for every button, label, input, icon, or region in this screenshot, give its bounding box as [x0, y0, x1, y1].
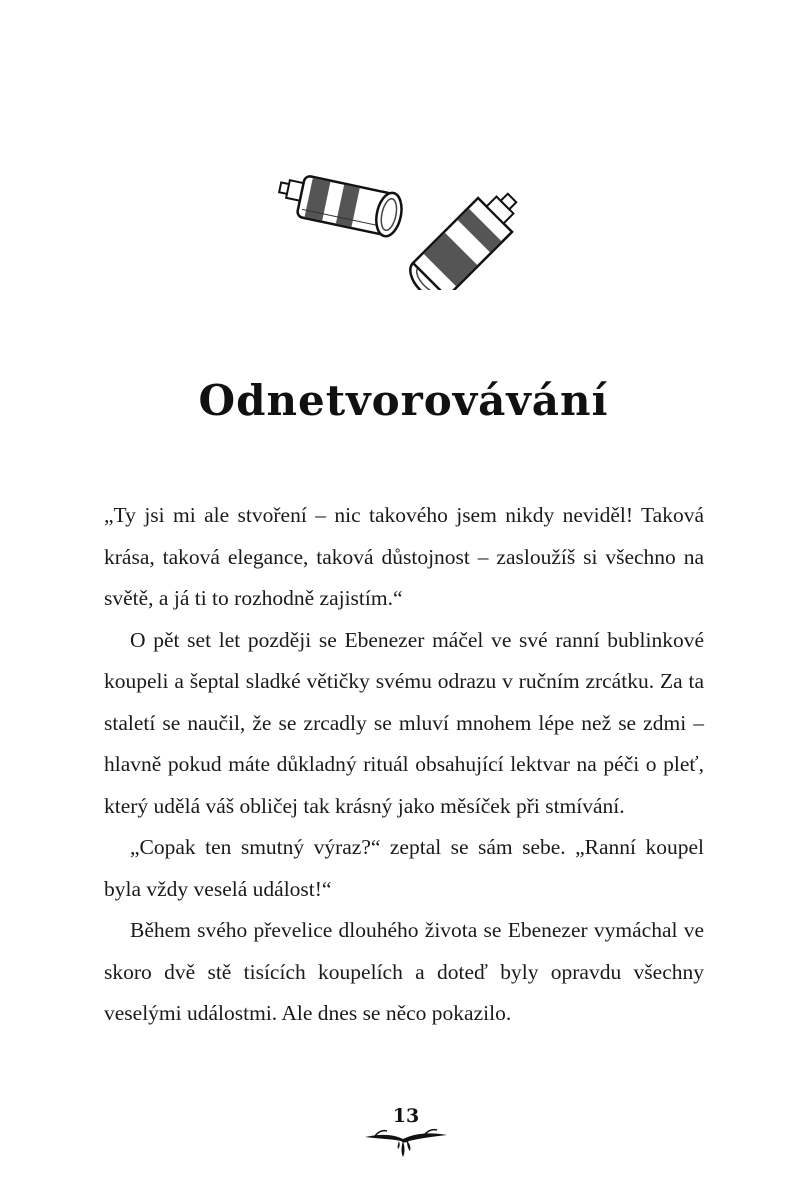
page-footer: [363, 1105, 449, 1167]
dripping-branch-icon: [363, 1127, 449, 1167]
paragraph: „Copak ten smutný výraz?“ zeptal se sám sebe. „Ranní koupel byla vždy veselá událost!“: [104, 835, 704, 901]
paragraph: Během svého převelice dlouhého života se Ebenezer vymáchal ve skoro dvě stě tisících koupelích a doteď byly opravdu všechny veselými událostmi. Ale dnes se něco pokazilo.: [104, 918, 704, 1025]
page-number: 13: [392, 1105, 420, 1127]
chapter-body: [104, 495, 704, 1035]
spray-cans-icon: [270, 150, 530, 290]
spray-cans-illustration: [270, 150, 530, 290]
paragraph: „Ty jsi mi ale stvoření – nic takového jsem nikdy neviděl! Taková krása, taková elegance, taková důstojnost – zasloužíš si všechno na světě, a já ti to rozhodně zajistím.“: [104, 503, 704, 610]
chapter-title: Odnetvorovávání: [198, 376, 609, 426]
paragraph: O pět set let později se Ebenezer máčel ve své ranní bublinkové koupeli a šeptal sladké větičky svému odrazu v ručním zrcátku. Za ta staletí se naučil, že se zrcadly se mluví mnohem lépe než se zdmi – hlavně pokud máte důkladný rituál obsahující lektvar na péči o pleť, který udělá váš obličej tak krásný jako měsíček při stmívání.: [104, 627, 704, 818]
